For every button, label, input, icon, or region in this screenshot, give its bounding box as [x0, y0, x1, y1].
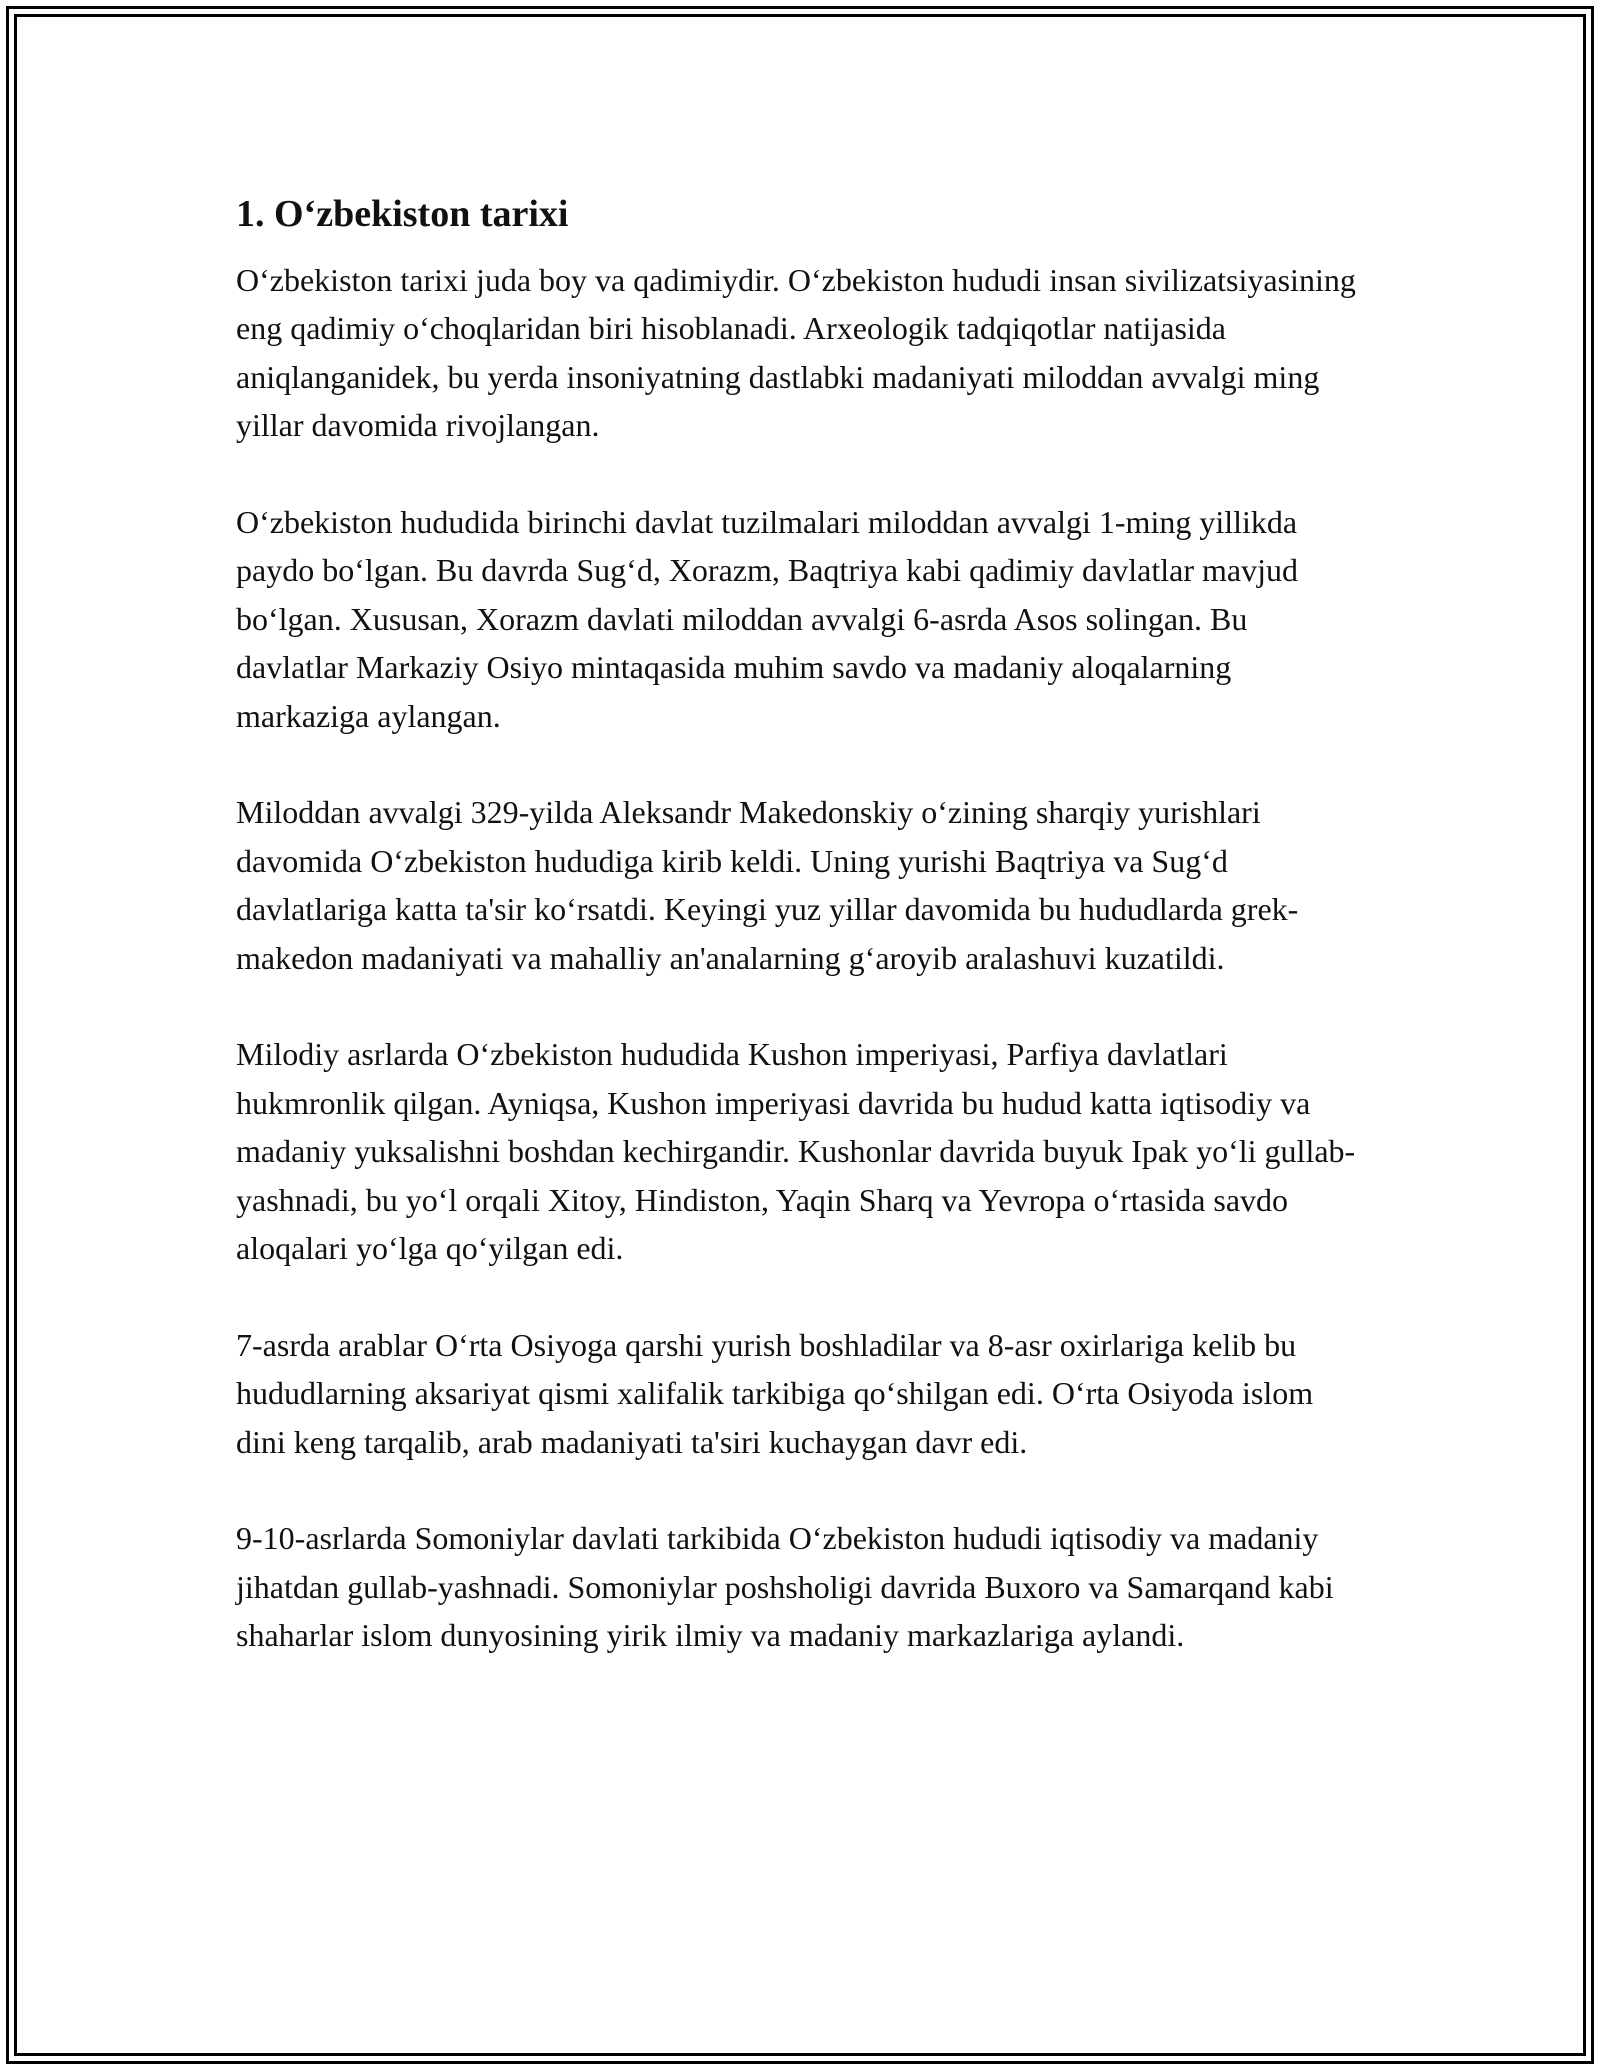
paragraph-2: O‘zbekiston hududida birinchi davlat tuzilmalari miloddan avvalgi 1-ming yillikda paydo bo‘lgan. Bu davrda Sug‘d, Xorazm, Baqtriya kabi qadimiy davlatlar mavjud bo‘lgan. Xususan, Xorazm davlati miloddan avvalgi 6-asrda Asos solingan. Bu davlatlar Markaziy Osiyo mintaqasida muhim savdo va madaniy aloqalarning markaziga aylangan.: [236, 504, 1298, 734]
page-title: 1. O‘zbekiston tarixi: [236, 193, 569, 235]
document-body: [236, 186, 1366, 1660]
paragraph-3: Miloddan avvalgi 329-yilda Aleksandr Makedonskiy o‘zining sharqiy yurishlari davomida O‘zbekiston hududiga kirib keldi. Uning yurishi Baqtriya va Sug‘d davlatlariga katta ta'sir ko‘rsatdi. Keyingi yuz yillar davomida bu hududlarda grek-makedon madaniyati va mahalliy an'analarning g‘aroyib aralashuvi kuzatildi.: [236, 794, 1299, 976]
paragraph-5: 7-asrda arablar O‘rta Osiyoga qarshi yurish boshladilar va 8-asr oxirlariga kelib bu hududlarning aksariyat qismi xalifalik tarkibiga qo‘shilgan edi. O‘rta Osiyoda islom dini keng tarqalib, arab madaniyati ta'siri kuchaygan davr edi.: [236, 1326, 1314, 1460]
paragraph-6: 9-10-asrlarda Somoniylar davlati tarkibida O‘zbekiston hududi iqtisodiy va madaniy jihatdan gullab-yashnadi. Somoniylar poshsholigi davrida Buxoro va Samarqand kabi shaharlar islom dunyosining yirik ilmiy va madaniy markazlariga aylandi.: [236, 1520, 1334, 1654]
paragraph-4: Milodiy asrlarda O‘zbekiston hududida Kushon imperiyasi, Parfiya davlatlari hukmronlik qilgan. Ayniqsa, Kushon imperiyasi davrida bu hudud katta iqtisodiy va madaniy yuksalishni boshdan kechirgandir. Kushonlar davrida buyuk Ipak yo‘li gullab-yashnadi, bu yo‘l orqali Xitoy, Hindiston, Yaqin Sharq va Yevropa o‘rtasida savdo aloqalari yo‘lga qo‘yilgan edi.: [236, 1036, 1356, 1267]
paragraph-1: O‘zbekiston tarixi juda boy va qadimiydir. O‘zbekiston hududi insan sivilizatsiyasining eng qadimiy o‘choqlaridan biri hisoblanadi. Arxeologik tadqiqotlar natijasida aniqlanganidek, bu yerda insoniyatning dastlabki madaniyati miloddan avvalgi ming yillar davomida rivojlangan.: [236, 262, 1356, 444]
